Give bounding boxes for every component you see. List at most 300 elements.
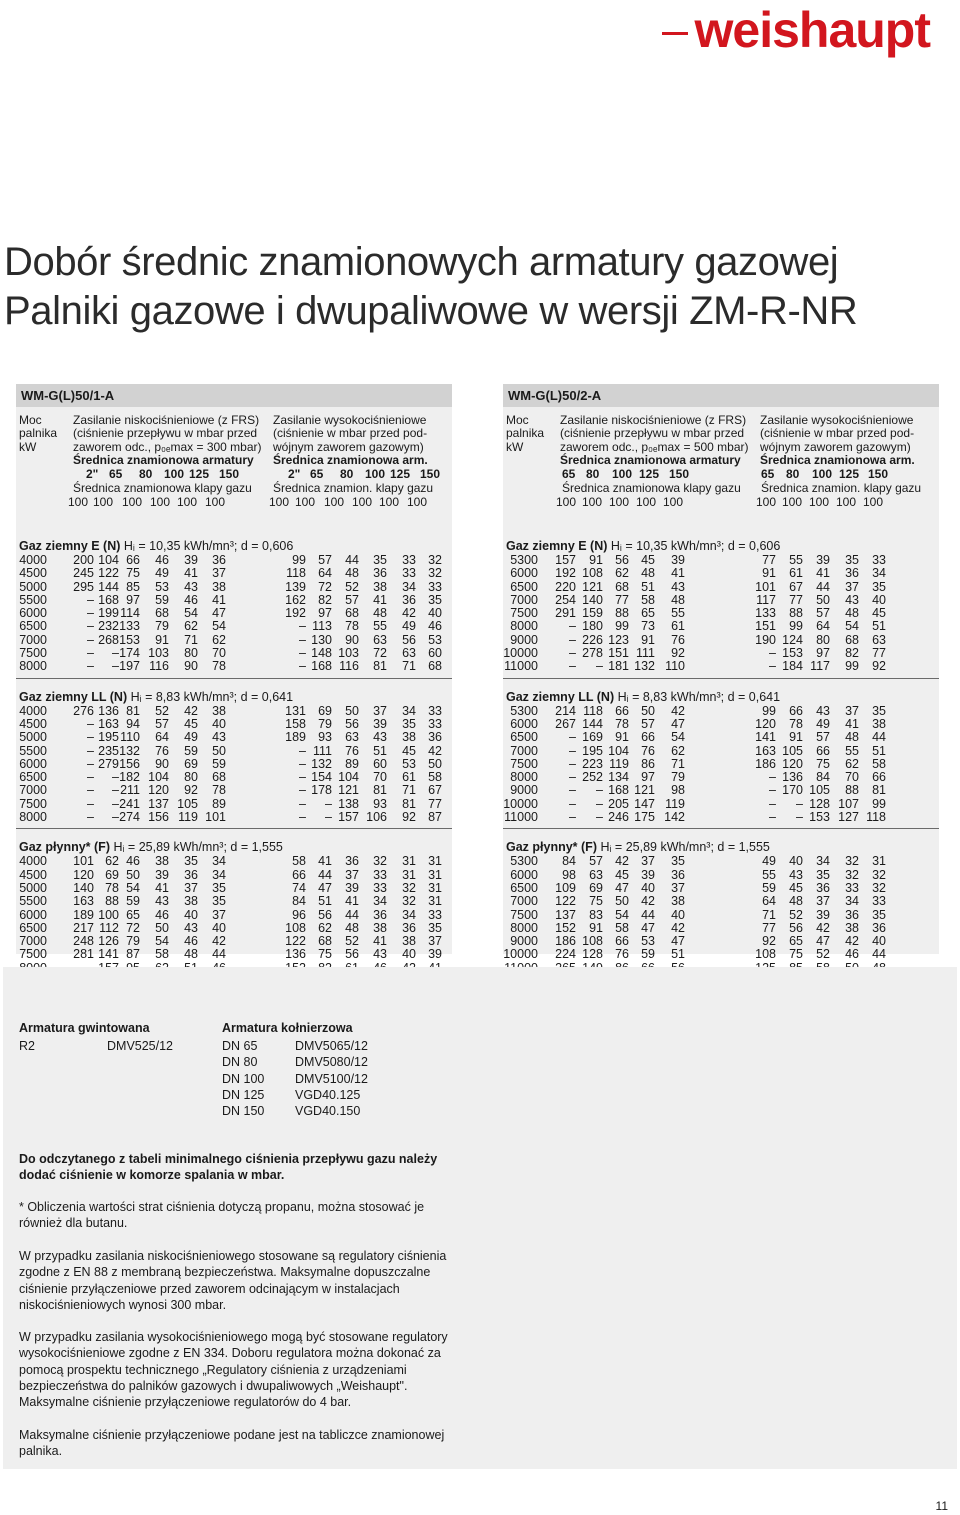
table-cell: 36 [212,553,226,567]
table-cell: 7000 [19,632,47,647]
table-cell: 62 [184,619,198,634]
table-cell: 214 [555,703,576,718]
low-pressure-klapa-value: 100 [68,495,89,509]
gas-type-parameters: Hᵢ = 10,35 kWh/mn³; d = 0,606 [610,539,781,553]
table-cell: 88 [789,606,803,621]
table-cell: 4500 [19,716,47,731]
table-cell: 48 [641,566,655,581]
table-cell: 54 [184,606,198,621]
table-cell: 43 [212,730,226,745]
table-cell: 169 [582,730,603,745]
table-cell: 58 [428,770,442,785]
table-cell: 101 [73,854,94,869]
table-cell: 90 [184,659,198,674]
table-cell: 37 [671,880,685,895]
low-pressure-klapa-value: 100 [582,495,603,509]
table-cell: 148 [311,646,332,661]
table-cell: 156 [119,756,140,771]
table-cell: 110 [120,730,140,745]
table-cell: 58 [292,854,306,869]
table-cell: 192 [555,566,576,581]
table-cell: 54 [671,730,685,745]
table-cell: 136 [98,703,119,718]
table-cell: 120 [148,783,169,798]
header-high-pressure-text: Zasilanie wysokociśnieniowe [760,413,914,427]
table-cell: 93 [318,730,332,745]
table-cell: 162 [285,592,306,607]
low-pressure-size: 65 [562,467,576,481]
gas-type-parameters: Hᵢ = 25,89 kWh/mn³; d = 1,555 [113,840,283,855]
table-row [503,935,939,948]
table-cell: 6500 [19,770,47,785]
table-row [16,758,452,771]
table-cell: 10000 [503,947,538,962]
armatura-kolnierzowa-size: DN 80 [222,1055,258,1070]
table-cell: 45 [641,553,655,567]
table-cell: 119 [665,796,685,811]
table-cell: 52 [345,934,359,949]
table-cell: 175 [634,810,655,825]
table-cell: 32 [845,854,859,869]
table-cell: 43 [373,947,387,962]
table-cell: 85 [126,579,140,594]
table-cell: 109 [555,880,576,895]
table-title: WM-G(L)50/2-A [503,384,939,407]
table-cell: 33 [428,703,442,718]
header-moc-label: palnika [19,426,58,441]
table-cell: 39 [816,553,830,567]
table-cell: 32 [872,880,886,895]
table-cell: 51 [318,894,332,909]
table-cell: 79 [126,934,140,949]
table-cell: 144 [582,716,603,731]
table-cell: 63 [872,632,886,647]
table-cell: – [299,783,306,798]
table-cell: 38 [212,703,226,718]
high-pressure-klapa-value: 100 [324,495,345,509]
table-cell: – [569,619,576,634]
table-cell: 7500 [510,756,538,771]
table-cell: 61 [402,770,416,785]
table-cell: 32 [402,880,416,895]
table-cell: 245 [73,566,94,581]
table-row [16,581,452,594]
table-row [503,634,939,647]
table-cell: 31 [428,880,442,895]
table-cell: 117 [810,659,830,674]
table-cell: 48 [845,730,859,745]
table-cell: 78 [345,619,359,634]
table-cell: 232 [98,619,119,634]
header-low-pressure-text: (ciśnienie przepływu w mbar przed [560,426,745,441]
table-cell: 57 [816,606,830,621]
table-cell: 67 [428,783,442,798]
table-cell: 140 [582,592,603,607]
table-cell: 6500 [510,730,538,745]
table-cell: 91 [641,632,655,647]
table-cell: 92 [184,783,198,798]
table-cell: 134 [608,770,629,785]
table-cell: 78 [212,783,226,798]
table-cell: 279 [98,756,119,771]
table-cell: 84 [292,894,306,909]
table-cell: 36 [428,730,442,745]
table-cell: 77 [615,592,629,607]
table-cell: 6000 [510,566,538,581]
table-cell: 69 [184,756,198,771]
table-cell: 136 [285,947,306,962]
table-cell: – [299,659,306,674]
table-cell: 40 [212,920,226,935]
table-header [503,407,939,523]
table-cell: 51 [872,619,886,634]
gas-type-parameters: Hᵢ = 25,89 kWh/mn³; d = 1,555 [600,840,770,855]
table-cell: 48 [845,606,859,621]
table-cell: 248 [73,934,94,949]
table-row [503,882,939,895]
high-pressure-klapa-value: 100 [295,495,316,509]
table-cell: 159 [582,606,603,621]
low-pressure-size: 2" [86,467,99,481]
table-cell: 79 [155,619,169,634]
table-cell: 105 [177,796,198,811]
table-cell: 52 [155,703,169,718]
high-pressure-klapa-value: 100 [407,495,428,509]
table-cell: 53 [155,579,169,594]
table-cell: 45 [402,743,416,758]
table-cell: 49 [184,730,198,745]
table-cell: 37 [345,867,359,882]
table-cell: 163 [755,743,776,758]
table-cell: 4500 [19,566,47,581]
table-cell: 33 [402,566,416,581]
table-cell: 63 [345,730,359,745]
table-cell: 91 [789,730,803,745]
table-cell: 40 [872,934,886,949]
table-cell: 99 [845,659,859,674]
table-cell: 118 [286,566,306,581]
table-cell: 34 [212,867,226,882]
low-pressure-klapa-value: 100 [122,495,143,509]
table-cell: 82 [318,592,332,607]
table-cell: 66 [789,703,803,718]
table-row [503,745,939,758]
table-cell: 37 [184,880,198,895]
table-cell: – [112,646,119,661]
table-row [503,620,939,633]
table-cell: 51 [641,579,655,594]
table-row [16,567,452,580]
table-cell: 78 [212,659,226,674]
table-row [16,705,452,718]
table-cell: 36 [845,907,859,922]
table-cell: 38 [373,579,387,594]
high-pressure-size: 125 [839,467,860,481]
table-cell: 41 [373,592,387,607]
header-high-pressure-text: Średnica znamionowa arm. [273,453,428,468]
table-row [503,948,939,961]
table-cell: 55 [671,606,685,621]
table-cell: 58 [872,756,886,771]
table-row [16,647,452,660]
table-cell: 211 [120,783,140,798]
table-cell: 189 [73,907,94,922]
low-pressure-size: 100 [164,467,185,481]
table-cell: – [569,743,576,758]
table-cell: 41 [345,894,359,909]
table-cell: 74 [292,880,306,895]
table-cell: 66 [292,867,306,882]
table-cell: 53 [402,756,416,771]
table-cell: 42 [671,920,685,935]
table-cell: 99 [292,553,306,567]
table-cell: – [87,592,94,607]
table-cell: – [596,659,603,674]
table-cell: – [299,796,306,811]
table-row [503,718,939,731]
table-cell: 4000 [19,553,47,567]
table-cell: 235 [98,743,119,758]
table-cell: 44 [318,867,332,882]
table-cell: 67 [789,579,803,594]
table-cell: 31 [428,854,442,869]
table-cell: 54 [845,619,859,634]
table-cell: 114 [120,606,140,621]
header-moc-label: palnika [506,426,545,441]
table-cell: 153 [782,646,803,661]
table-cell: 157 [555,553,576,567]
table-cell: – [112,770,119,785]
table-cell: 91 [589,920,603,935]
table-cell: 75 [589,894,603,909]
table-cell: 274 [119,810,140,825]
table-cell: 122 [555,894,576,909]
table-cell: 117 [756,592,776,607]
table-cell: 35 [212,880,226,895]
table-cell: 44 [641,907,655,922]
table-cell: 96 [292,907,306,922]
table-cell: 141 [98,947,119,962]
table-cell: 39 [345,880,359,895]
table-cell: 6500 [19,619,47,634]
gas-type-name: Gaz ziemny LL (N) [506,689,615,704]
table-cell: 41 [373,934,387,949]
table-cell: 33 [872,894,886,909]
table-cell: 220 [555,579,576,594]
header-moc-label: kW [19,439,37,454]
header-low-pressure-text: zaworem odc., p₀ₑmax = 300 mbar) [73,439,262,454]
table-cell: 151 [755,619,776,634]
note-asterisk: * Obliczenia wartości strat ciśnienia dotyczą propanu, można stosować je również dla butanu. [19,1200,425,1231]
table-cell: 32 [428,553,442,567]
table-cell: 124 [782,632,803,647]
table-cell: 84 [562,854,576,869]
table-cell: 92 [872,659,886,674]
page-title-line-2: Palniki gazowe i dwupaliwowe w wersji ZM-R-NR [4,289,858,333]
note-bold: Do odczytanego z tabeli minimalnego ciśnienia przepływu gazu należy dodać ciśnienie w komorze spalania w mbar. [19,1152,438,1183]
low-pressure-size: 100 [612,467,633,481]
table-cell: 48 [671,592,685,607]
header-low-pressure-text: Średnica znamionowa armatury [560,453,741,468]
table-cell: 10000 [503,646,538,661]
table-cell: 59 [641,947,655,962]
low-pressure-size: 125 [189,467,210,481]
table-row [503,731,939,744]
gas-type-name: Gaz płynny* (F) [19,840,110,855]
table-cell: 38 [184,894,198,909]
armatura-kolnierzowa-size: DN 125 [222,1087,265,1102]
gas-section [16,689,452,830]
high-pressure-size: 125 [390,467,411,481]
table-cell: 70 [373,770,387,785]
table-row [503,660,939,673]
table-cell: 6500 [510,880,538,895]
table-cell: 55 [373,619,387,634]
table-cell: 93 [373,796,387,811]
table-cell: 254 [555,592,576,607]
table-cell: 137 [555,907,576,922]
table-cell: 48 [345,566,359,581]
table-cell: 68 [155,606,169,621]
table-cell: 118 [866,810,886,825]
table-cell: 77 [872,646,886,661]
table-cell: 199 [98,606,119,621]
table-cell: 47 [615,880,629,895]
high-pressure-size: 65 [310,467,324,481]
table-cell: 32 [428,566,442,581]
table-cell: – [769,783,776,798]
table-cell: 122 [285,934,306,949]
table-cell: 76 [155,743,169,758]
header-moc-label: Moc [506,413,529,427]
table-cell: 36 [402,592,416,607]
table-cell: 59 [212,756,226,771]
table-cell: 57 [641,716,655,731]
table-cell: 37 [428,934,442,949]
table-cell: 68 [212,770,226,785]
table-cell: 71 [762,907,776,922]
gas-section [503,839,939,980]
table-cell: 34 [872,566,886,581]
table-row [503,607,939,620]
table-cell: 7500 [510,907,538,922]
table-cell: 58 [155,947,169,962]
table-cell: – [569,796,576,811]
table-cell: 82 [845,646,859,661]
table-cell: 189 [285,730,306,745]
table-cell: 48 [789,894,803,909]
table-cell: 78 [615,716,629,731]
table-cell: 89 [345,756,359,771]
table-cell: 8000 [510,920,538,935]
table-cell: 7000 [510,743,538,758]
table-cell: – [87,619,94,634]
page-title-line-1: Dobór średnic znamionowych armatury gazowej [4,240,839,284]
table-cell: 59 [762,880,776,895]
table-cell: 57 [589,854,603,869]
table-cell: 65 [789,934,803,949]
table-cell: 99 [789,619,803,634]
table-cell: 7500 [19,947,47,962]
table-cell: 44 [212,947,226,962]
table-cell: 56 [615,553,629,567]
table-cell: 42 [816,920,830,935]
table-cell: 80 [184,646,198,661]
header-low-pressure-text: Średnica znamionowa armatury [73,453,254,468]
note-paragraph-3: Maksymalne ciśnienie przyłączeniowe podane jest na tabliczce znamionowej palnika. [19,1428,445,1459]
gas-section [16,538,452,679]
table-cell: – [596,796,603,811]
table-cell: 62 [671,743,685,758]
table-cell: 8000 [510,770,538,785]
table-cell: 76 [671,632,685,647]
gas-section-title [19,538,455,554]
table-cell: 97 [641,770,655,785]
table-cell: 5000 [19,880,47,895]
table-cell: 76 [345,743,359,758]
table-cell: 45 [789,880,803,895]
low-pressure-size: 150 [219,467,240,481]
logo-dash [662,32,688,35]
table-cell: 168 [311,659,332,674]
table-cell: 65 [126,907,140,922]
table-cell: – [569,756,576,771]
armatura-kolnierzowa-model: VGD40.150 [295,1104,361,1119]
table-cell: 33 [428,579,442,594]
table-cell: 51 [671,947,685,962]
table-cell: 132 [634,659,655,674]
note-paragraph-2: W przypadku zasilania wysokociśnieniowego mogą być stosowane regulatory wysokociśnieniowe zgodne z EN 334. Doboru regulatora można dokonać za pomocą prospektu technicznego „Regulatory ciśnienia z urządzeniami bezpieczeństwa do palników gazowych i dwupaliwowych „Weishaupt". Maksymalne ciśnienie przyłączeniowe regulatorów do 4 bar. [19,1330,448,1410]
header-high-pressure-text: Zasilanie wysokociśnieniowe [273,413,427,427]
table-cell: 5000 [19,730,47,745]
table-cell: 49 [762,854,776,869]
table-cell: 36 [184,867,198,882]
low-pressure-size: 125 [639,467,660,481]
table-cell: 34 [373,894,387,909]
table-cell: – [596,783,603,798]
table-cell: 10000 [503,796,538,811]
low-pressure-klapa-value: 100 [205,495,226,509]
notes-section [3,967,957,1469]
table-cell: 4500 [19,867,47,882]
table-cell: 36 [816,880,830,895]
table-cell: 48 [373,606,387,621]
table-cell: 5300 [510,553,538,567]
table-cell: 81 [373,783,387,798]
table-cell: 108 [755,947,776,962]
table-cell: 33 [428,716,442,731]
table-cell: 78 [789,716,803,731]
table-cell: 46 [428,619,442,634]
table-cell: 50 [428,756,442,771]
table-cell: 50 [816,592,830,607]
table-row [16,922,452,935]
table-cell: 92 [402,810,416,825]
table-cell: 31 [402,854,416,869]
table-cell: 7500 [19,796,47,811]
table-cell: 81 [872,783,886,798]
low-pressure-klapa-label: Średnica znamionowa klapy gazu [562,481,741,495]
table-cell: 71 [671,756,685,771]
table-cell: 35 [872,907,886,922]
table-cell: 113 [312,619,332,634]
table-cell: 32 [402,894,416,909]
table-cell: 46 [184,592,198,607]
table-cell: 63 [373,632,387,647]
table-cell: 153 [119,632,140,647]
table-cell: 54 [212,619,226,634]
table-cell: 52 [789,907,803,922]
